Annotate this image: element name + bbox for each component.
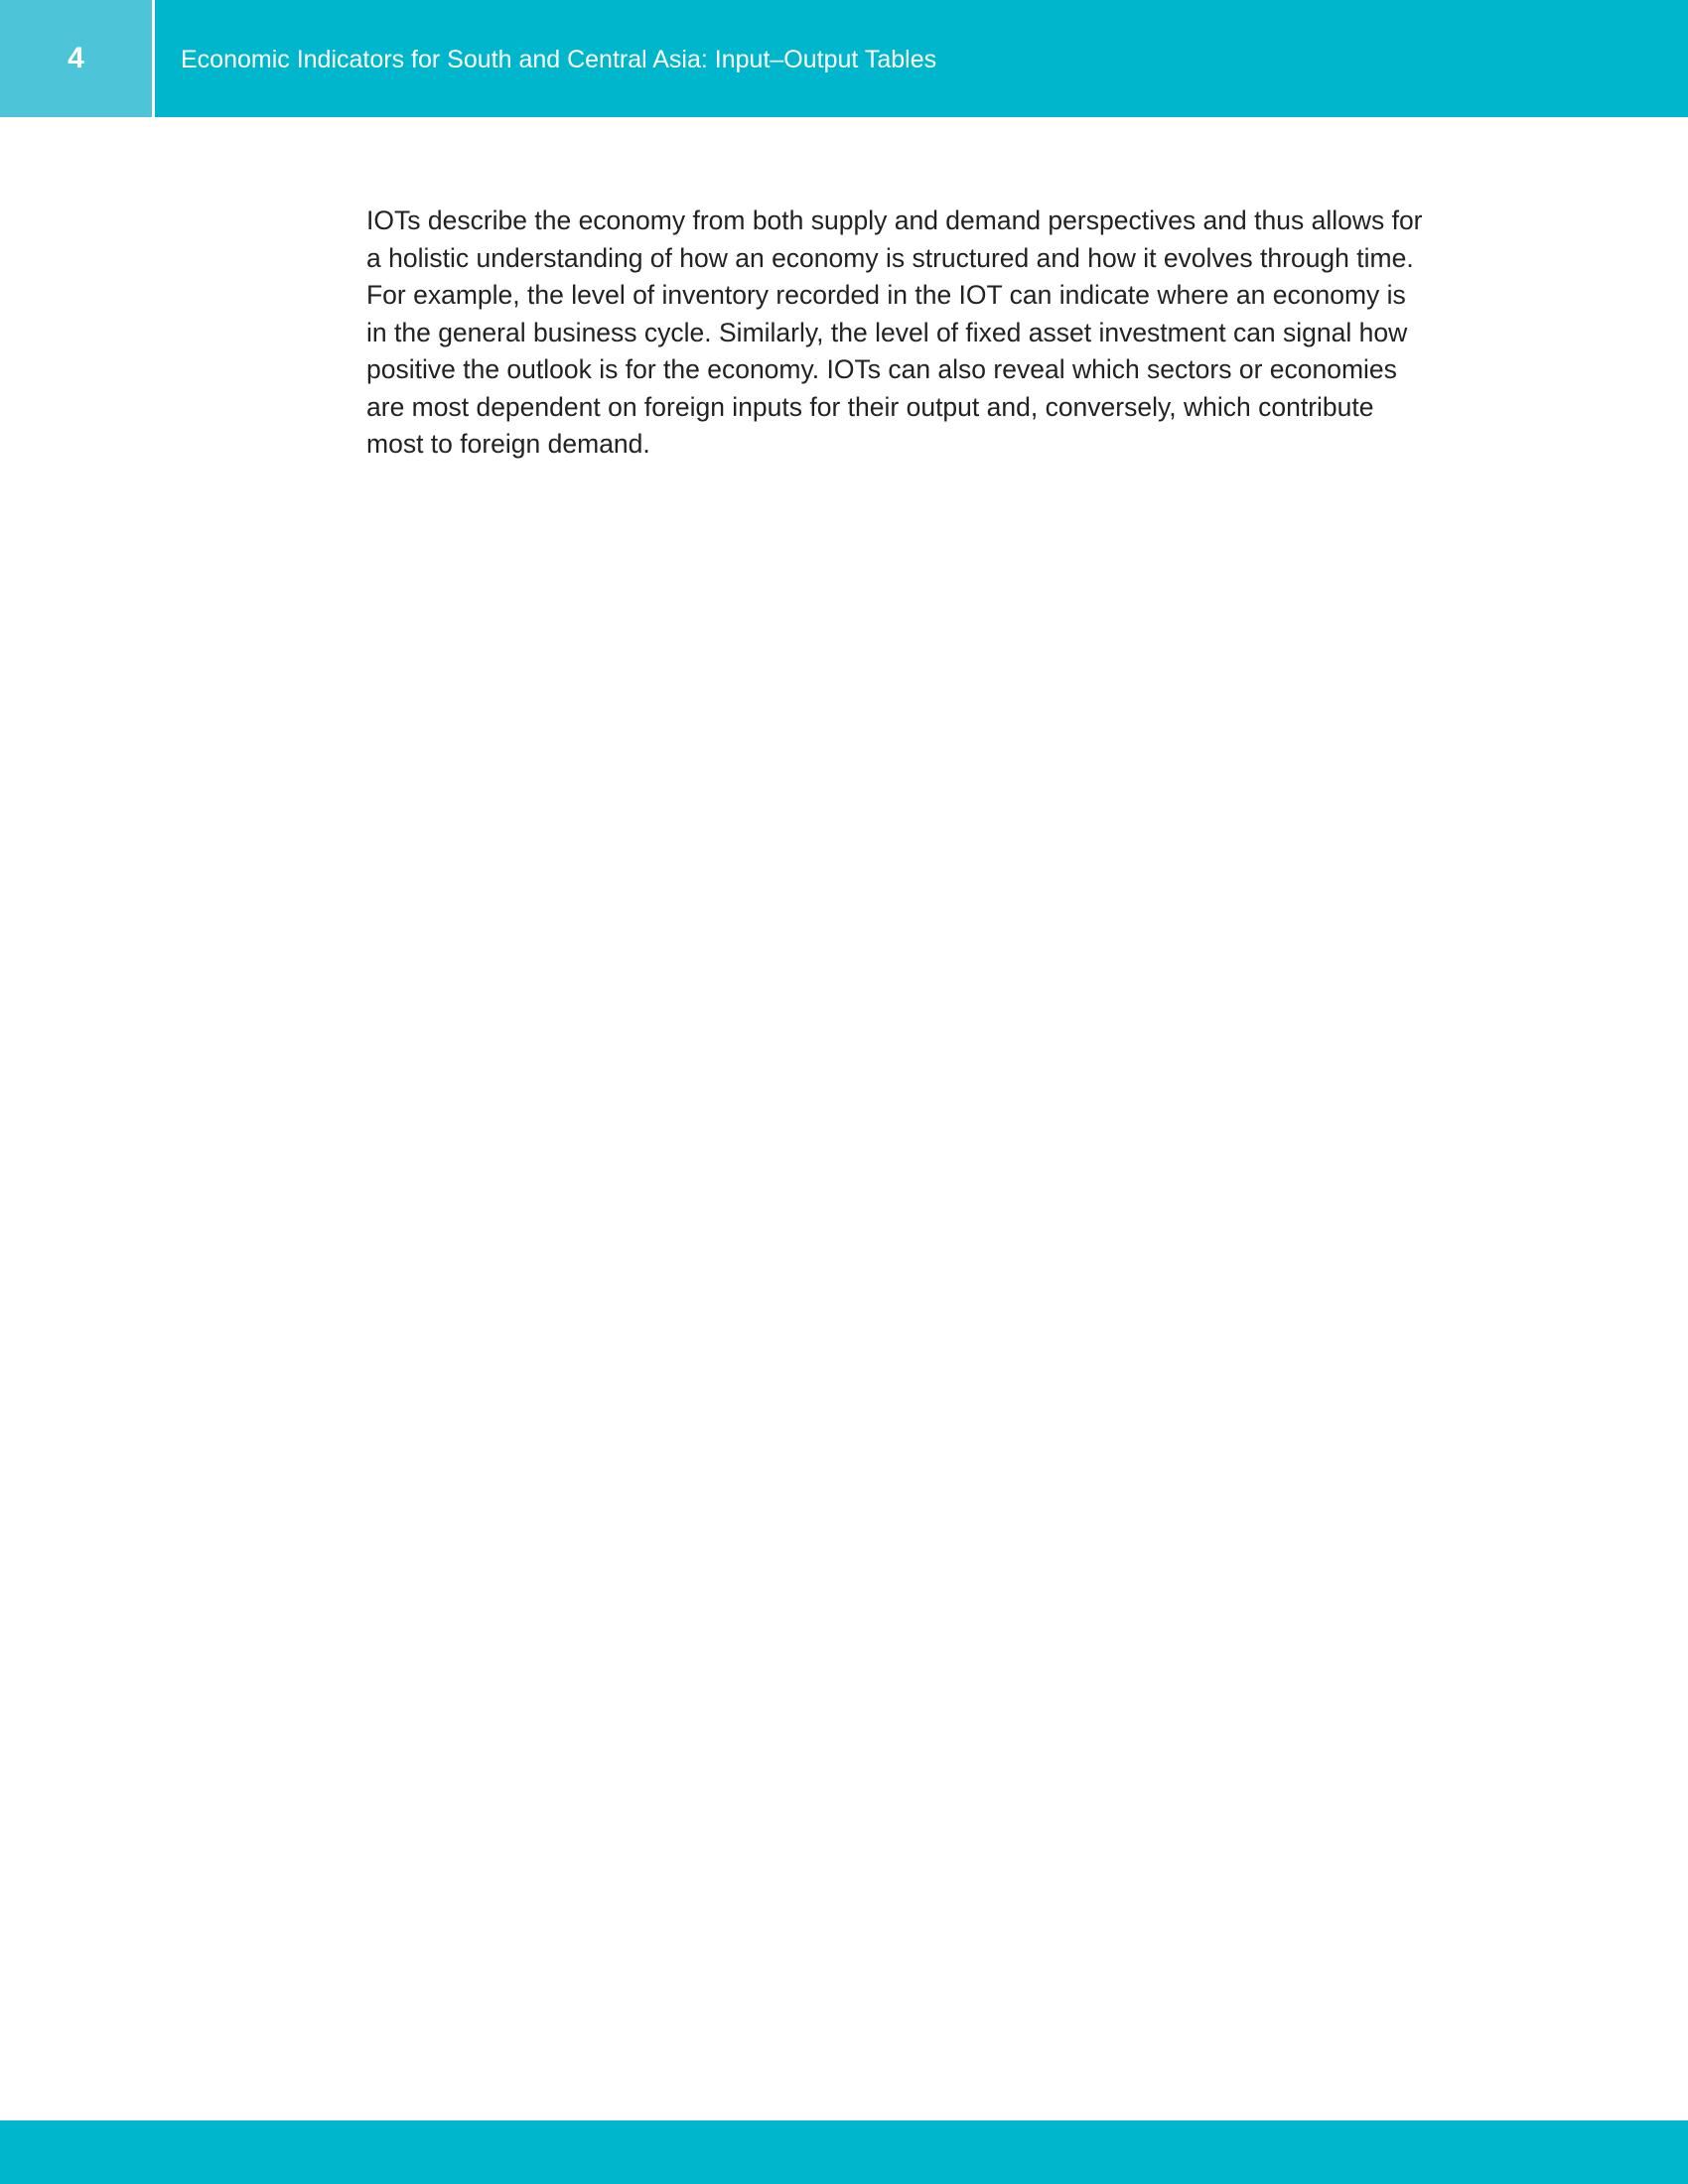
paragraph-line: most to foreign demand. [366,429,650,459]
body-paragraph [366,203,1558,464]
page-footer-bar [0,2120,1688,2184]
page-number: 4 [0,0,155,117]
paragraph-line: For example, the level of inventory recorded in the IOT can indicate where an economy is [366,280,1406,310]
paragraph-line: in the general business cycle. Similarly, the level of fixed asset investment can signal how [366,317,1408,347]
page-header [0,0,1688,117]
paragraph-line: are most dependent on foreign inputs for their output and, conversely, which contribute [366,391,1374,422]
running-title: Economic Indicators for South and Central Asia: Input–Output Tables [181,46,937,73]
paragraph-line: a holistic understanding of how an economy is structured and how it evolves through time. [366,242,1414,273]
paragraph-line: IOTs describe the economy from both supply and demand perspectives and thus allows for [366,205,1423,235]
paragraph-line: positive the outlook is for the economy. IOTs can also reveal which sectors or economies [366,354,1397,384]
